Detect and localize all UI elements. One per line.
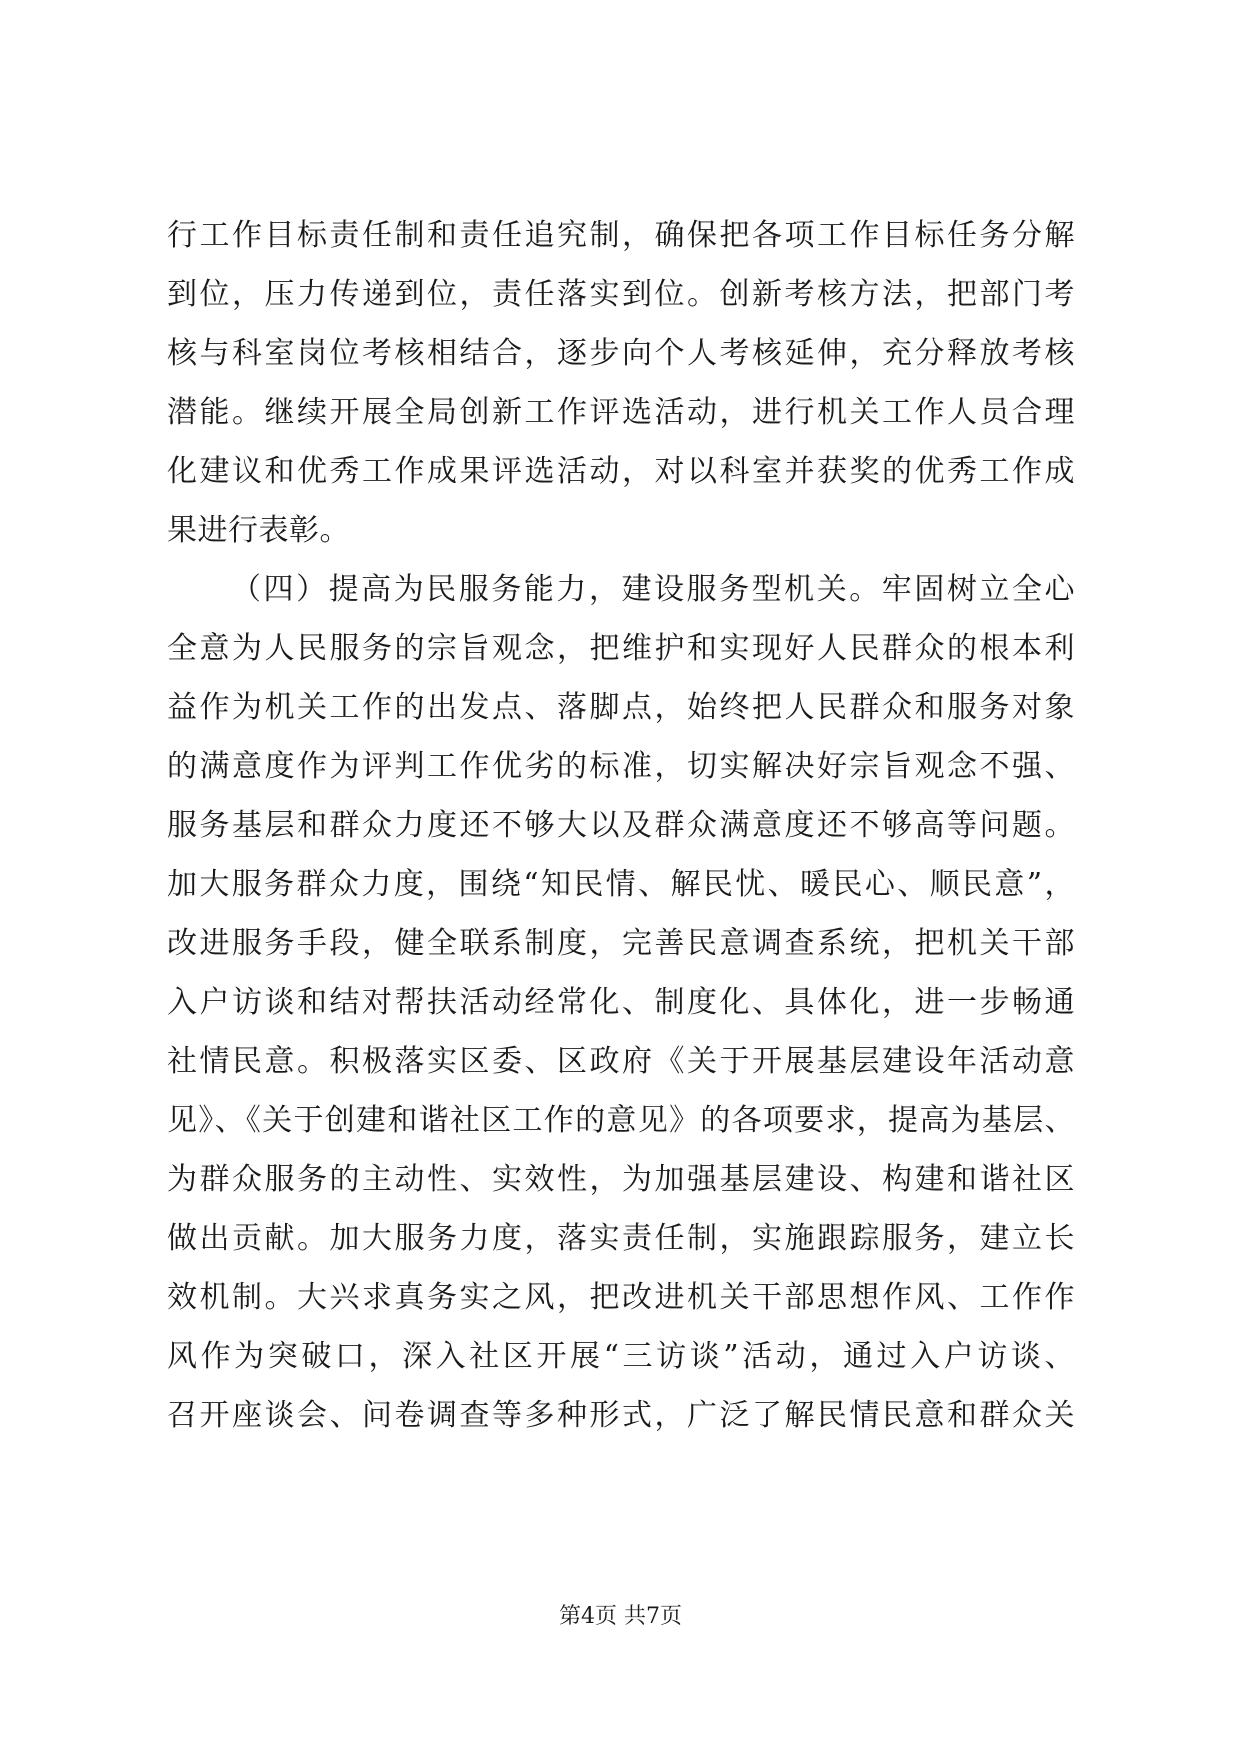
text-line: 核与科室岗位考核相结合，逐步向个人考核延伸，充分释放考核 <box>167 336 1075 371</box>
text-line: 服务基层和群众力度还不够大以及群众满意度还不够高等问题。 <box>167 808 1075 843</box>
text-line: 益作为机关工作的出发点、落脚点，始终把人民群众和服务对象 <box>167 690 1075 725</box>
text-line: 到位，压力传递到位，责任落实到位。创新考核方法，把部门考 <box>167 277 1075 312</box>
text-line: 的满意度作为评判工作优劣的标准，切实解决好宗旨观念不强、 <box>167 749 1075 784</box>
text-line: 行工作目标责任制和责任追究制，确保把各项工作目标任务分解 <box>167 218 1075 253</box>
text-line: 召开座谈会、问卷调查等多种形式，广泛了解民情民意和群众关 <box>167 1398 1075 1433</box>
text-line: 全意为人民服务的宗旨观念，把维护和实现好人民群众的根本利 <box>167 631 1075 666</box>
text-line: 社情民意。积极落实区委、区政府《关于开展基层建设年活动意 <box>167 1044 1075 1079</box>
text-line: 做出贡献。加大服务力度，落实责任制，实施跟踪服务，建立长 <box>167 1221 1075 1256</box>
text-line: 化建议和优秀工作成果评选活动，对以科室并获奖的优秀工作成 <box>167 454 1075 489</box>
text-line: 效机制。大兴求真务实之风，把改进机关干部思想作风、工作作 <box>167 1280 1075 1315</box>
text-line: 风作为突破口，深入社区开展“三访谈”活动，通过入户访谈、 <box>167 1339 1075 1374</box>
page-number-footer: 第4页 共7页 <box>559 1604 682 1629</box>
text-line: 加大服务群众力度，围绕“知民情、解民忧、暖民心、顺民意”， <box>167 867 1075 902</box>
body-text <box>167 206 1075 1445</box>
text-line: 改进服务手段，健全联系制度，完善民意调查系统，把机关干部 <box>167 926 1075 961</box>
text-line: 果进行表彰。 <box>167 513 350 548</box>
text-line: 见》、《关于创建和谐社区工作的意见》的各项要求，提高为基层、 <box>167 1103 1075 1138</box>
text-line: 入户访谈和结对帮扶活动经常化、制度化、具体化，进一步畅通 <box>167 985 1075 1020</box>
text-line: 潜能。继续开展全局创新工作评选活动，进行机关工作人员合理 <box>167 395 1075 430</box>
section-heading-line: （四）提高为民服务能力，建设服务型机关。牢固树立全心 <box>231 572 1075 607</box>
text-line: 为群众服务的主动性、实效性，为加强基层建设、构建和谐社区 <box>167 1162 1075 1197</box>
